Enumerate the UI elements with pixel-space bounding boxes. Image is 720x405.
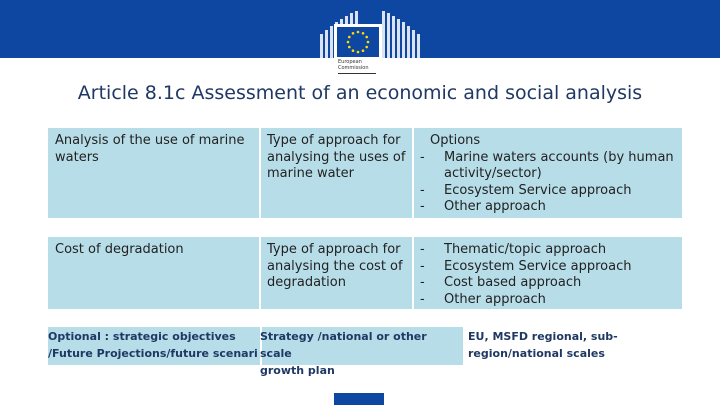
row-options (420, 133, 682, 216)
slide-title: Article 8.1c Assessment of an economic and social analysis (77, 82, 643, 104)
list-item: - Thematic/topic approach (420, 242, 682, 259)
table-row (48, 237, 682, 309)
list-item: - Cost based approach (420, 275, 682, 292)
option-text: Ecosystem Service approach (444, 182, 632, 198)
list-item: - Other approach (420, 292, 682, 309)
list-item: - Marine waters accounts (by human activity/sector) (420, 150, 682, 183)
optional-strategy-line-2: growth plan (260, 364, 335, 377)
option-text: Other approach (444, 291, 546, 307)
column-divider (412, 237, 414, 309)
optional-row (48, 327, 463, 377)
option-text: Cost based approach (444, 275, 582, 290)
option-text: Ecosystem Service approach (444, 258, 632, 274)
option-text: Thematic/topic approach (444, 242, 607, 257)
list-item: - Other approach (420, 199, 682, 216)
optional-objectives (48, 328, 262, 362)
eu-flag-icon (337, 27, 379, 57)
option-text: Other approach (444, 199, 546, 214)
logo-text (338, 59, 376, 74)
logo-line-1: European (338, 59, 362, 65)
column-divider (259, 237, 261, 309)
column-divider (412, 128, 414, 218)
row-approach: Type of approach for analysing the cost of degradation (267, 242, 403, 290)
column-divider (259, 128, 261, 218)
optional-scales: EU, MSFD regional, sub-region/national scales (468, 330, 618, 360)
row-topic: Cost of degradation (55, 242, 184, 257)
logo-underline (338, 73, 376, 74)
table-row (48, 128, 682, 218)
row-options (420, 242, 682, 308)
row-topic: Analysis of the use of marine waters (55, 133, 245, 165)
option-text: Marine waters accounts (by human activity/sector) (444, 149, 674, 181)
optional-strategy-line-1: Strategy /national or other scale (260, 330, 427, 360)
optional-objectives-line-1: Optional : strategic objectives (48, 330, 236, 343)
eu-stars (337, 27, 379, 57)
footer-tab (334, 393, 384, 405)
list-item: - Ecosystem Service approach (420, 183, 682, 200)
optional-strategy (260, 328, 460, 379)
options-header: Options (430, 133, 481, 148)
optional-objectives-line-2: /Future Projections/future scenari (48, 347, 258, 360)
list-item: - Ecosystem Service approach (420, 259, 682, 276)
logo-line-2: Commission (338, 65, 369, 71)
row-approach: Type of approach for analysing the uses of marine water (267, 133, 406, 181)
